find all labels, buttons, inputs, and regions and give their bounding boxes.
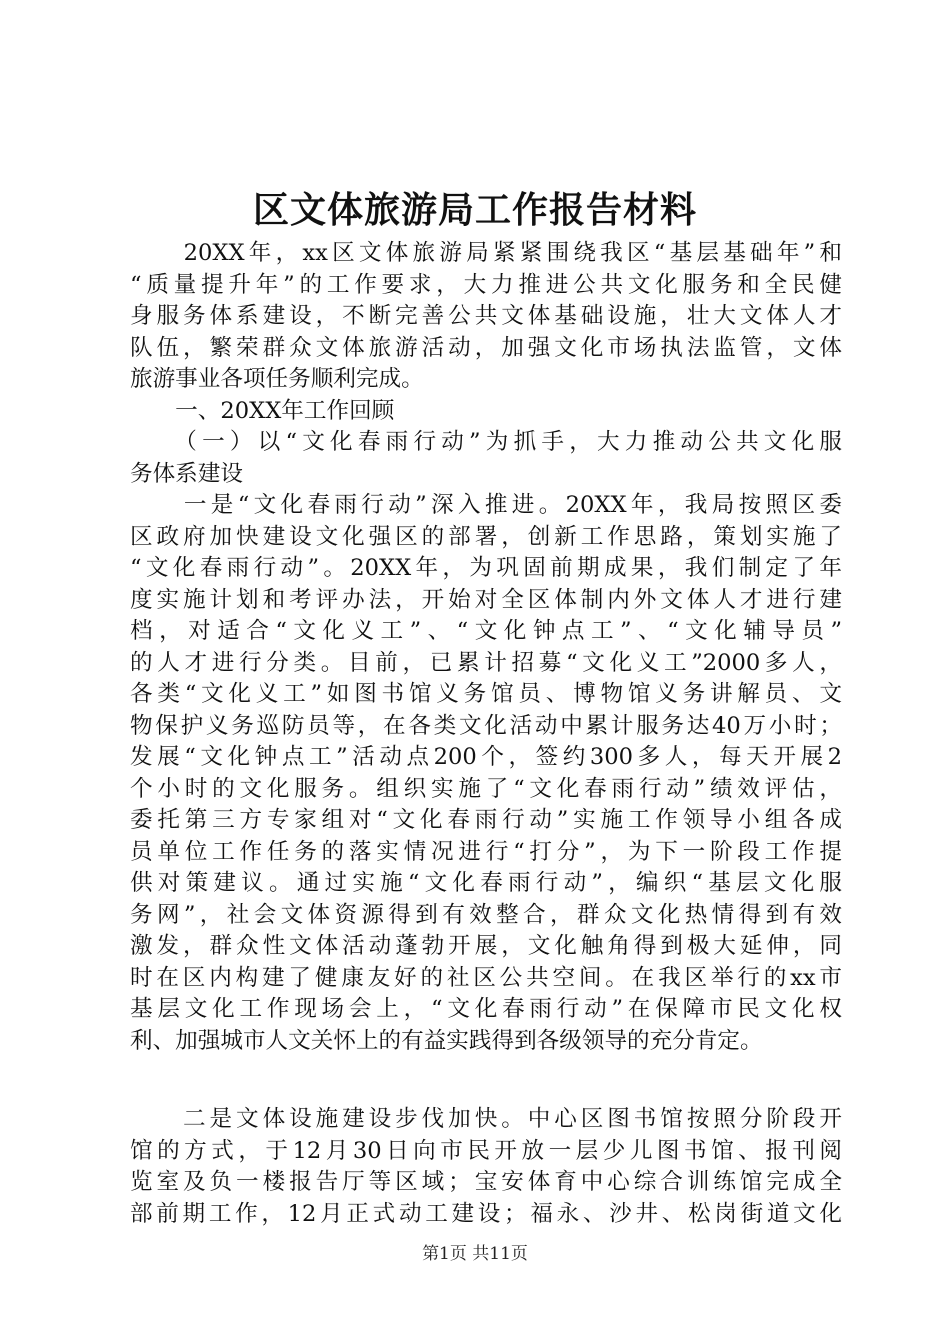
text-line: “文化春雨行动”。20XX年，为巩固前期成果，我们制定了年 [130,555,842,581]
text-line: 利、加强城市人文关怀上的有益实践得到各级领导的充分肯定。 [130,1027,763,1054]
text-line: 二是文体设施建设步伐加快。中心区图书馆按照分阶段开 [130,1106,842,1132]
subsection-heading: （一）以“文化春雨行动”为抓手，大力推动公共文化服 [130,429,842,455]
text-line: 队伍，繁荣群众文体旅游活动，加强文化市场执法监管，文体 [130,334,842,361]
text-line: 激发，群众性文体活动蓬勃开展，文化触角得到极大延伸，同 [130,933,842,959]
subsection-heading: 务体系建设 [130,460,243,487]
text-line: 物保护义务巡防员等，在各类文化活动中累计服务达40万小时； [130,712,842,739]
page-footer: 第1页 共11页 [422,1244,528,1264]
text-line: 时在区内构建了健康友好的社区公共空间。在我区举行的xx市 [130,964,842,991]
text-line: 基层文化工作现场会上，“文化春雨行动”在保障市民文化权 [130,996,842,1022]
text-line: 发展“文化钟点工”活动点200个，签约300多人，每天开展2 [130,744,842,770]
text-line: 部前期工作，12月正式动工建设；福永、沙井、松岗街道文化 [130,1200,842,1227]
paragraph-gap [130,1057,842,1104]
text-line: 个小时的文化服务。组织实施了“文化春雨行动”绩效评估， [130,775,842,802]
text-line: 员单位工作任务的落实情况进行“打分”，为下一阶段工作提 [130,838,842,865]
text-line: 务网”，社会文体资源得到有效整合，群众文化热情得到有效 [130,901,842,928]
text-line: 览室及负一楼报告厅等区域；宝安体育中心综合训练馆完成全 [130,1169,842,1195]
text-line: 各类“文化义工”如图书馆义务馆员、博物馆义务讲解员、文 [130,681,842,707]
text-line: 档，对适合“文化义工”、“文化钟点工”、“文化辅导员” [130,618,842,644]
section-heading: 一、20XX年工作回顾 [130,397,395,424]
text-line: 委托第三方专家组对“文化春雨行动”实施工作领导小组各成 [130,807,842,833]
text-line: 身服务体系建设，不断完善公共文体基础设施，壮大文体人才 [130,303,842,329]
text-line: 度实施计划和考评办法，开始对全区体制内外文体人才进行建 [130,586,842,613]
text-line: 区政府加快建设文化强区的部署，创新工作思路，策划实施了 [130,523,842,550]
text-line: 20XX年，xx区文体旅游局紧紧围绕我区“基层基础年”和 [130,240,842,266]
document-title: 区文体旅游局工作报告材料 [252,189,697,231]
text-line: 旅游事业各项任务顺利完成。 [130,366,424,392]
document-body [130,238,842,1230]
text-line: 馆的方式，于12月30日向市民开放一层少儿图书馆、报刊阅 [130,1137,842,1164]
text-line: “质量提升年”的工作要求，大力推进公共文化服务和全民健 [130,271,842,298]
text-line: 供对策建议。通过实施“文化春雨行动”，编织“基层文化服 [130,870,842,896]
text-line: 的人才进行分类。目前，已累计招募“文化义工”2000多人， [130,649,842,676]
text-line: 一是“文化春雨行动”深入推进。20XX年，我局按照区委 [130,492,842,518]
